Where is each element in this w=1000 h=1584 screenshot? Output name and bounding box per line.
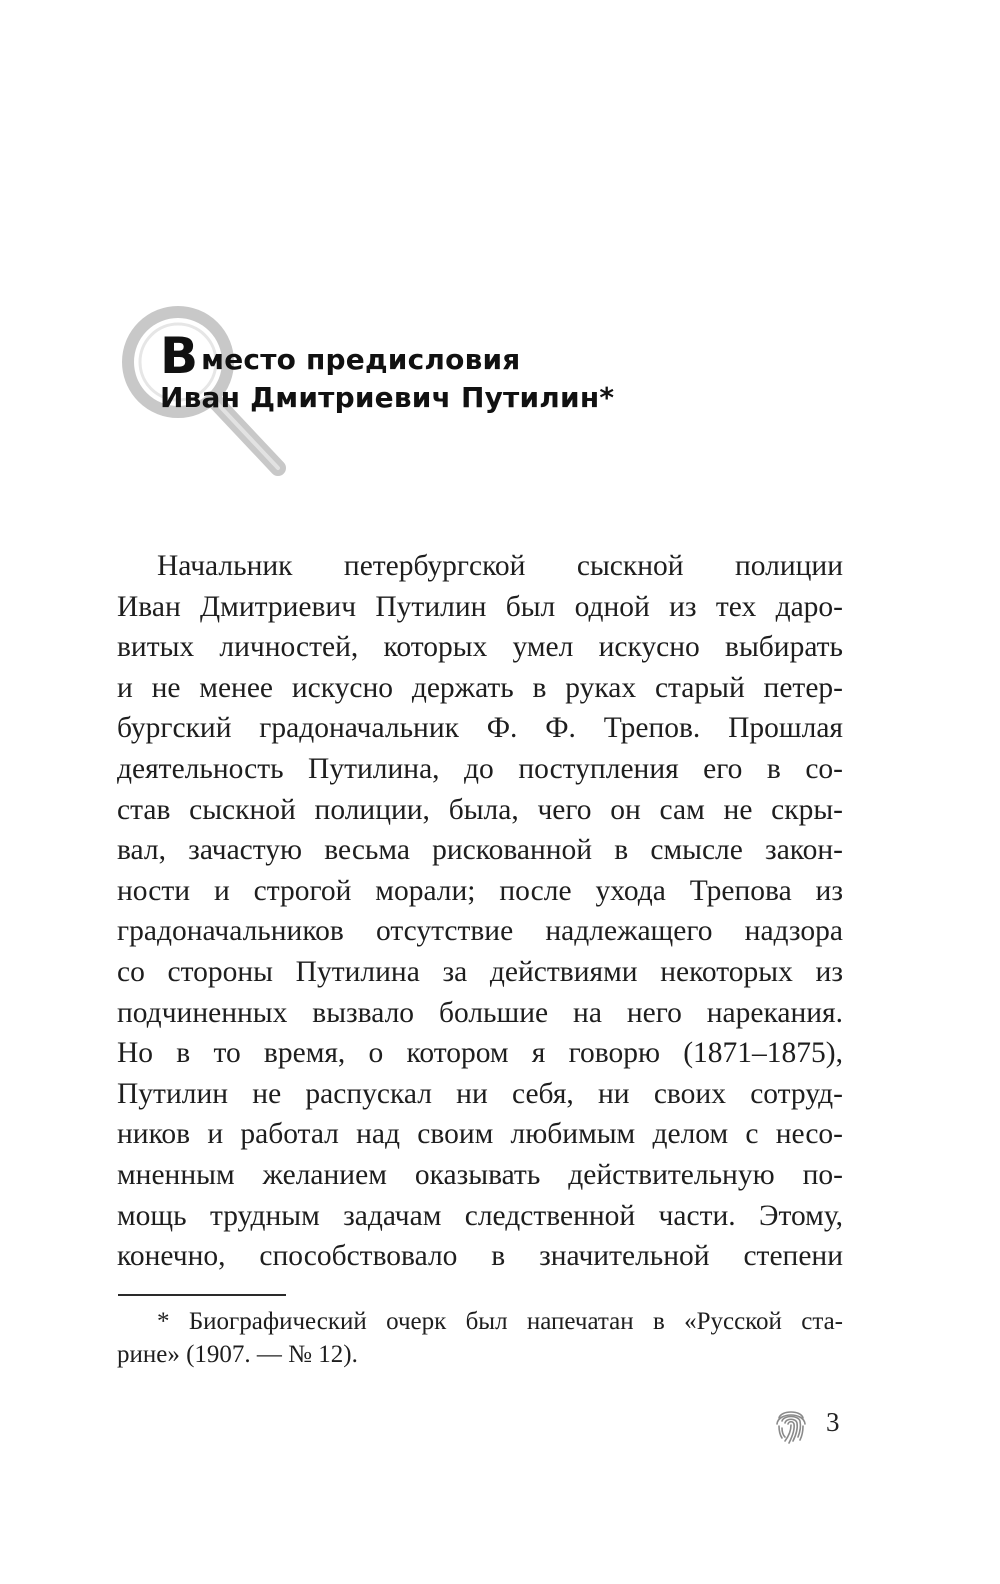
body-line: Путилин не распускал ни себя, ни своих сотруд- bbox=[117, 1077, 843, 1110]
body-line: деятельность Путилина, до поступления его в со- bbox=[117, 752, 843, 785]
body-line: вал, зачастую весьма рискованной в смысле закон- bbox=[117, 834, 843, 867]
body-line: Но в то время, о котором я говорю (1871–1875), bbox=[117, 1037, 843, 1070]
body-line: став сыскной полиции, была, чего он сам не скры- bbox=[117, 793, 843, 826]
heading-line-1 bbox=[160, 327, 880, 385]
fingerprint-icon bbox=[774, 1404, 808, 1446]
heading-line-1-text: место предисловия bbox=[201, 343, 521, 376]
body-line: мненным желанием оказывать действительную по- bbox=[117, 1158, 843, 1191]
body-line: мощь трудным задачам следственной части. Этому, bbox=[117, 1199, 843, 1232]
footnote-line-1: * Биографический очерк был напечатан в «Русской ста- bbox=[157, 1308, 843, 1335]
body-line: конечно, способствовало в значительной степени bbox=[117, 1240, 843, 1273]
body-line: ности и строгой морали; после ухода Трепова из bbox=[117, 874, 843, 907]
body-line: со стороны Путилина за действиями некоторых из bbox=[117, 955, 843, 988]
footnote-line-2: рине» (1907. — № 12). bbox=[117, 1341, 358, 1368]
body-line: Начальник петербургской сыскной полиции bbox=[157, 550, 843, 582]
body-line: подчиненных вызвало большие на него нарекания. bbox=[117, 996, 843, 1029]
page-number: 3 bbox=[826, 1407, 840, 1437]
body-line: и не менее искусно держать в руках старый петер- bbox=[117, 671, 843, 704]
footnote-divider bbox=[118, 1294, 286, 1296]
body-line: бургский градоначальник Ф. Ф. Трепов. Прошлая bbox=[117, 712, 843, 745]
chapter-heading bbox=[160, 327, 880, 416]
drop-cap: В bbox=[160, 327, 198, 385]
body-text bbox=[117, 546, 843, 1277]
footnote bbox=[117, 1305, 843, 1371]
body-line: ников и работал над своим любимым делом с несо- bbox=[117, 1118, 843, 1151]
page-footer bbox=[774, 1400, 864, 1456]
body-line: витых личностей, которых умел искусно выбирать bbox=[117, 631, 843, 664]
body-line: градоначальников отсутствие надлежащего надзора bbox=[117, 915, 843, 948]
body-line: Иван Дмитриевич Путилин был одной из тех даро- bbox=[117, 590, 843, 623]
heading-line-2: Иван Дмитриевич Путилин* bbox=[160, 381, 615, 414]
